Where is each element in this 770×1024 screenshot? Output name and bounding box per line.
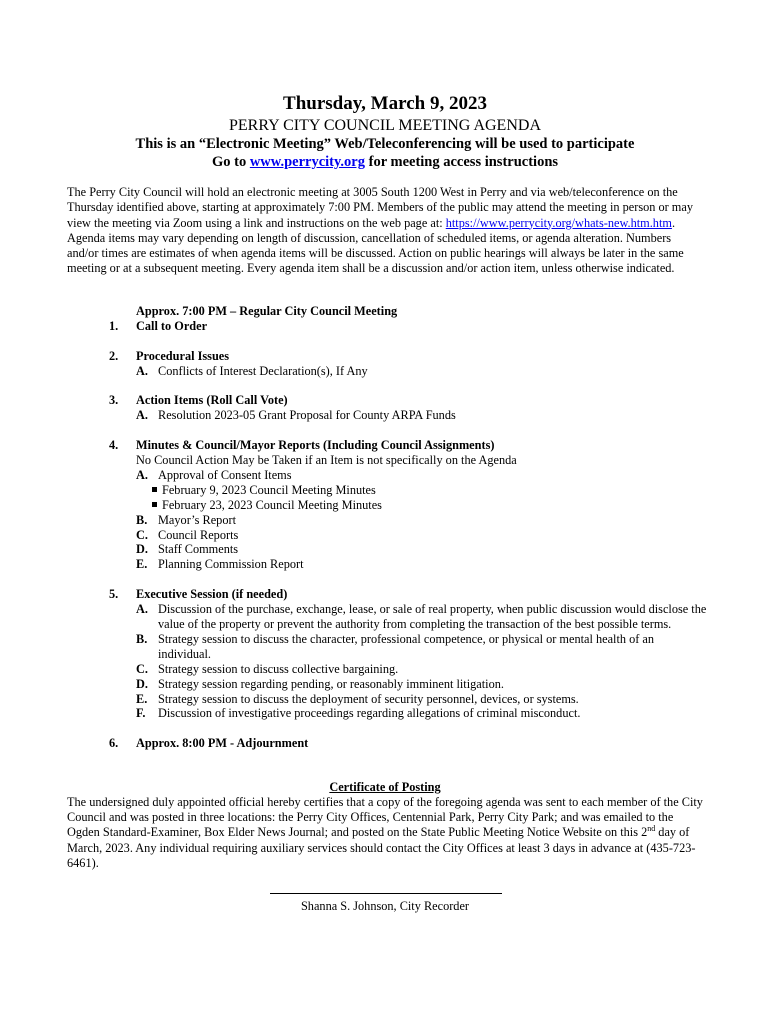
- sub-item: B. Mayor’s Report: [136, 512, 236, 527]
- agenda-item-4: [67, 438, 717, 453]
- sub-item: A. Discussion of the purchase, exchange, lease, or sale of real property, when public discussion would disclose the value of the property or prevent the authority from completing the transaction of the best possible terms.: [136, 602, 707, 631]
- agenda-item-6: [67, 736, 717, 751]
- sub-item: A. Approval of Consent Items: [136, 467, 292, 482]
- item-number: 1.: [109, 318, 119, 333]
- meeting-date: Thursday, March 9, 2023: [283, 93, 487, 114]
- agenda-title: PERRY CITY COUNCIL MEETING AGENDA: [229, 117, 541, 134]
- item-title: Action Items (Roll Call Vote): [136, 393, 288, 408]
- square-bullet-icon: [152, 502, 157, 507]
- item-number: 2.: [109, 348, 119, 363]
- signer-name: Shanna S. Johnson, City Recorder: [300, 899, 470, 913]
- ordinal-suffix: nd: [647, 824, 656, 834]
- item-title: Minutes & Council/Mayor Reports (Including Council Assignments): [136, 438, 495, 453]
- access-instructions: [0, 154, 770, 171]
- bullet-item: February 9, 2023 Council Meeting Minutes: [152, 483, 717, 498]
- signature-line: [270, 893, 502, 894]
- sub-item: A. Conflicts of Interest Declaration(s), If Any: [136, 363, 368, 378]
- agenda-list: [67, 304, 717, 751]
- whats-new-link[interactable]: https://www.perrycity.org/whats-new.htm.htm: [445, 215, 672, 230]
- sub-item: E. Strategy session to discuss the deployment of security personnel, devices, or systems.: [136, 691, 579, 706]
- sub-item: C. Council Reports: [136, 527, 239, 542]
- intro-text: The Perry City Council will hold an electronic meeting at 3005 South 1200 West in Perry and via web/teleconference on the Thursday identified above, starting at approximately 7:00 PM. Members of the public may attend the meeting in person or may view the meeting via Zoom using a link and instructions on the web page at:: [67, 185, 693, 230]
- agenda-item-5: [67, 587, 717, 602]
- item-number: 4.: [109, 438, 119, 453]
- sub-item: C. Strategy session to discuss collective bargaining.: [136, 661, 399, 676]
- certificate-text: The undersigned duly appointed official hereby certifies that a copy of the foregoing agenda was sent to each member of the City Council and was posted in three locations: the Perry City Offices, Centennial Park, Perry City Park; and was emailed to the Ogden Standard-Examiner, Box Elder News Journal; and posted on the State Public Meeting Notice Website on this 2nd day of March, 2023. Any individual requiring auxiliary services should contact the City Offices at least 3 days in advance at (435-723-6461).: [67, 795, 703, 870]
- item-title: Procedural Issues: [136, 348, 230, 363]
- item-title: Call to Order: [136, 318, 208, 333]
- agenda-item-2: [67, 349, 717, 364]
- goto-suffix: for meeting access instructions: [365, 154, 559, 170]
- sub-item: D. Strategy session regarding pending, or reasonably imminent litigation.: [136, 676, 504, 691]
- sub-item: A. Resolution 2023-05 Grant Proposal for County ARPA Funds: [136, 408, 456, 423]
- sub-item: D. Staff Comments: [136, 542, 239, 557]
- item-title: Executive Session (if needed): [136, 587, 288, 602]
- agenda-item-1: [67, 319, 717, 334]
- item-number: 5.: [109, 587, 119, 602]
- certificate-title: Certificate of Posting: [329, 780, 441, 794]
- agenda-item-3: [67, 393, 717, 408]
- sub-item: F. Discussion of investigative proceedings regarding allegations of criminal misconduct.: [136, 706, 581, 721]
- intro-text-cont: . Agenda items may vary depending on length of discussion, cancellation of scheduled items, or agenda alteration. Numbers and/or times are estimates of when agenda items will be discussed. Action on public hearings will always be later in the same meeting or at a subsequent meeting. Every agenda item shall be a discussion and/or action item, unless otherwise indicated.: [67, 215, 684, 276]
- meeting-time: Approx. 7:00 PM – Regular City Council Meeting: [136, 304, 398, 318]
- goto-prefix: Go to: [211, 154, 250, 170]
- electronic-meeting-notice: This is an “Electronic Meeting” Web/Teleconferencing will be used to participate: [135, 136, 635, 152]
- city-website-link[interactable]: www.perrycity.org: [249, 154, 365, 170]
- intro-paragraph: [67, 185, 703, 277]
- item-note: No Council Action May be Taken if an Item is not specifically on the Agenda: [136, 453, 517, 468]
- bullet-item: February 23, 2023 Council Meeting Minutes: [152, 498, 717, 513]
- square-bullet-icon: [152, 487, 157, 492]
- sub-item: E. Planning Commission Report: [136, 557, 304, 572]
- sub-item: B. Strategy session to discuss the character, professional competence, or physical or mental health of an individual.: [136, 631, 655, 661]
- item-title: Approx. 8:00 PM - Adjournment: [136, 736, 309, 751]
- item-number: 6.: [109, 736, 119, 751]
- item-number: 3.: [109, 393, 119, 408]
